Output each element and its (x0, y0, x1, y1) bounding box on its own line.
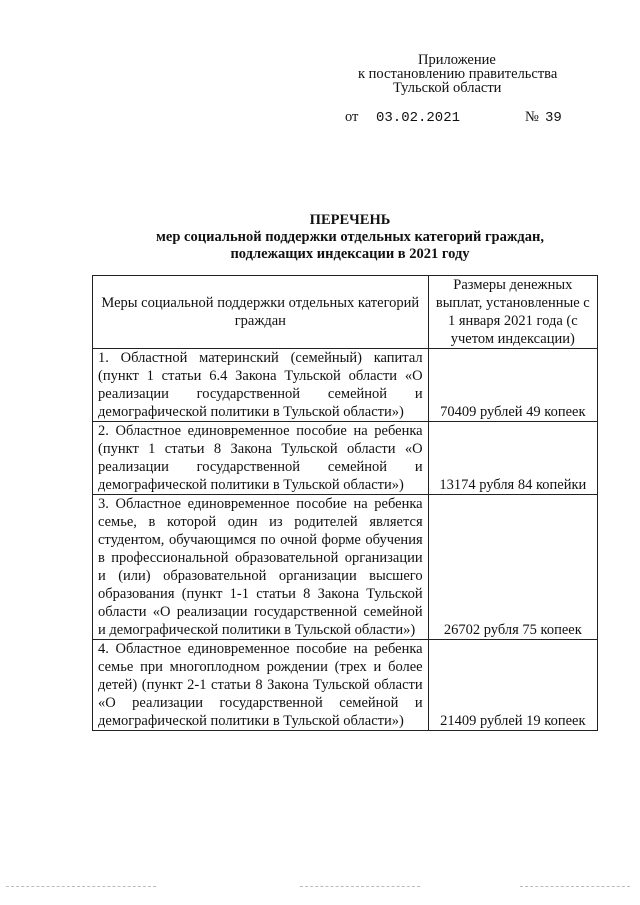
amount-cell: 70409 рублей 49 копеек (428, 349, 597, 422)
scan-edge-mark (520, 886, 630, 887)
appendix-line-3: Тульской области (393, 80, 502, 96)
scan-edge-mark (300, 886, 420, 887)
measure-cell: 4. Областное единовременное пособие на ребенка семье при многоплодном рождении (трех и более детей) (пункт 2-1 статьи 8 Закона Тульской области «О реализации государственной семейной и демографической политики в Тульской области») (93, 640, 429, 731)
table-row (93, 495, 598, 640)
amount-cell: 13174 рубля 84 копейки (428, 422, 597, 495)
resolution-date: 03.02.2021 (376, 110, 461, 126)
measure-cell: 1. Областной материнский (семейный) капитал (пункт 1 статьи 6.4 Закона Тульской области «О реализации государственной семейной и демографической политики в Тульской области») (93, 349, 429, 422)
measure-cell: 3. Областное единовременное пособие на ребенка семье, в которой один из родителей является студентом, обучающимся по очной форме обучения в профессиональной образовательной организации и (или) образовательной организации высшего образования (пункт 1-1 статьи 8 Закона Тульской области «О реализации государственной семейной и демографической политики в Тульской области») (93, 495, 429, 640)
measures-table (92, 275, 598, 731)
table-row (93, 422, 598, 495)
document-subtitle-line-1: мер социальной поддержки отдельных категорий граждан, (156, 229, 544, 245)
table-header-row (93, 276, 598, 349)
scan-edge-mark (6, 886, 156, 887)
measure-cell: 2. Областное единовременное пособие на ребенка (пункт 1 статьи 8 Закона Тульской области «О реализации государственной семейной и демографической политики в Тульской области») (93, 422, 429, 495)
document-subtitle-line-2: подлежащих индексации в 2021 году (230, 246, 470, 262)
from-label: от (345, 109, 359, 125)
appendix-line-1: Приложение (418, 52, 496, 68)
amount-cell: 21409 рублей 19 копеек (428, 640, 597, 731)
document-title: ПЕРЕЧЕНЬ (309, 212, 391, 228)
column-header-amounts: Размеры денежных выплат, установленные с 1 января 2021 года (с учетом индексации) (428, 276, 597, 349)
amount-cell: 26702 рубля 75 копеек (428, 495, 597, 640)
appendix-line-2: к постановлению правительства (358, 66, 558, 82)
table-row (93, 640, 598, 731)
column-header-measures: Меры социальной поддержки отдельных категорий граждан (93, 276, 429, 349)
number-sign: № (525, 109, 539, 125)
table-row (93, 349, 598, 422)
resolution-number: 39 (545, 110, 562, 126)
